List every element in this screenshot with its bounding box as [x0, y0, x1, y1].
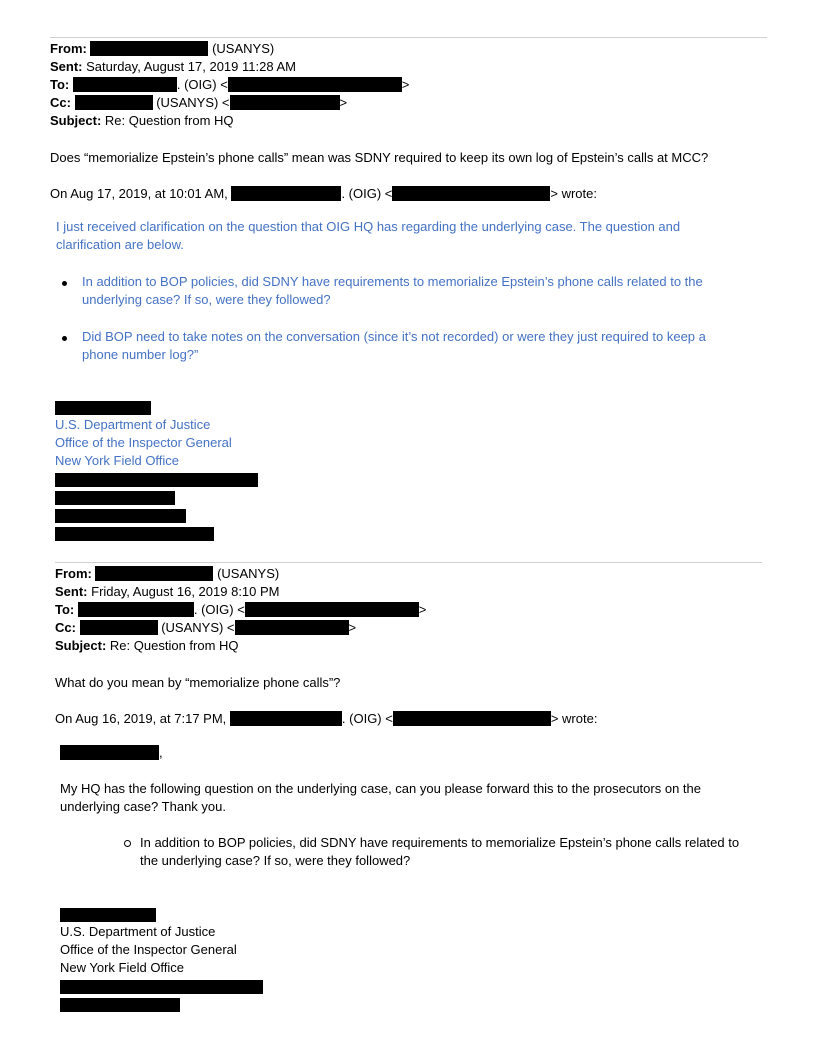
email2-from-line — [55, 565, 279, 583]
redaction — [230, 95, 340, 110]
redaction — [393, 711, 551, 726]
redaction — [230, 711, 342, 726]
from-suffix: (USANYS) — [217, 566, 280, 581]
bullet-icon — [62, 281, 67, 286]
email1-sig-line2: Office of the Inspector General — [55, 435, 232, 450]
quote-prefix: On Aug 17, 2019, at 10:01 AM, — [50, 186, 228, 201]
email1-quote-header — [50, 185, 597, 203]
redaction — [95, 566, 213, 581]
redaction — [55, 473, 258, 487]
subject-label: Subject: — [55, 638, 107, 653]
quote-suffix: > wrote: — [550, 186, 597, 201]
sent-label: Sent: — [55, 584, 88, 599]
subject-value: Re: Question from HQ — [104, 113, 234, 128]
redaction — [55, 491, 175, 505]
cc-suffix: (USANYS) < — [156, 95, 230, 110]
bullet-icon — [62, 336, 67, 341]
email2-cc-line — [55, 619, 356, 637]
email2-sig-line2: Office of the Inspector General — [60, 942, 237, 957]
redaction — [60, 980, 263, 994]
redaction — [228, 77, 402, 92]
email2-quoted-body: My HQ has the following question on the underlying case, can you please forward this to the prosecutors on the underlying case? Thank you. — [60, 781, 701, 814]
email2-bullet1: In addition to BOP policies, did SDNY have requirements to memorialize Epstein’s phone calls related to the underlying case? If so, were they followed? — [140, 835, 740, 868]
email1-sig-line1: U.S. Department of Justice — [55, 417, 211, 432]
subject-value: Re: Question from HQ — [109, 638, 239, 653]
to-suffix: . (OIG) < — [193, 602, 245, 617]
to-close: > — [418, 602, 427, 617]
sent-label: Sent: — [50, 59, 83, 74]
email2-sig-line3: New York Field Office — [60, 960, 185, 975]
redaction — [90, 41, 208, 56]
redaction — [80, 620, 158, 635]
email2-sig-line1: U.S. Department of Justice — [60, 924, 216, 939]
bullet-icon — [124, 840, 131, 847]
email1-sent-line — [50, 58, 296, 76]
redaction — [55, 401, 151, 415]
sent-value: Friday, August 16, 2019 8:10 PM — [91, 584, 280, 599]
redaction — [392, 186, 550, 201]
quote-mid: . (OIG) < — [341, 186, 393, 201]
quote-suffix: > wrote: — [550, 711, 598, 726]
redaction — [245, 602, 419, 617]
cc-label: Cc: — [50, 95, 71, 110]
redaction — [231, 186, 341, 201]
greeting-comma: , — [159, 745, 163, 760]
subject-label: Subject: — [50, 113, 102, 128]
separator-line — [50, 37, 767, 38]
redaction — [55, 509, 186, 523]
email2-subject-line — [55, 637, 239, 655]
redaction — [75, 95, 153, 110]
separator-line — [55, 562, 762, 563]
cc-close: > — [339, 95, 348, 110]
email1-sig-line3: New York Field Office — [55, 453, 180, 468]
to-label: To: — [55, 602, 75, 617]
to-close: > — [401, 77, 410, 92]
redaction — [78, 602, 194, 617]
redaction — [73, 77, 177, 92]
sent-value: Saturday, August 17, 2019 11:28 AM — [86, 59, 296, 74]
from-suffix: (USANYS) — [212, 41, 275, 56]
email2-to-line — [55, 601, 426, 619]
email2-greeting — [60, 744, 163, 762]
email2-sent-line — [55, 583, 280, 601]
cc-suffix: (USANYS) < — [161, 620, 235, 635]
email1-to-line — [50, 76, 409, 94]
email1-subject-line — [50, 112, 234, 130]
email1-bullet1: In addition to BOP policies, did SDNY have requirements to memorialize Epstein’s phone calls related to the underlying case? If so, were they followed? — [82, 274, 703, 307]
email1-bullet2: Did BOP need to take notes on the conversation (since it’s not recorded) or were they just required to keep a phone number log?” — [82, 329, 706, 362]
quote-mid: . (OIG) < — [341, 711, 393, 726]
to-suffix: . (OIG) < — [176, 77, 228, 92]
from-label: From: — [55, 566, 92, 581]
email1-body: Does “memorialize Epstein’s phone calls” mean was SDNY required to keep its own log of Epstein’s calls at MCC? — [50, 150, 709, 165]
email1-cc-line — [50, 94, 347, 112]
redaction — [60, 908, 156, 922]
redaction — [60, 998, 180, 1012]
quote-prefix: On Aug 16, 2019, at 7:17 PM, — [55, 711, 227, 726]
redaction — [60, 745, 159, 760]
email2-body: What do you mean by “memorialize phone calls”? — [55, 675, 341, 690]
email1-from-line — [50, 40, 274, 58]
redaction — [55, 527, 214, 541]
cc-label: Cc: — [55, 620, 76, 635]
redaction — [235, 620, 349, 635]
to-label: To: — [50, 77, 70, 92]
cc-close: > — [348, 620, 357, 635]
email1-quoted-intro: I just received clarification on the question that OIG HQ has regarding the underlying case. The question and clarification are below. — [56, 219, 681, 252]
email2-quote-header — [55, 710, 597, 728]
from-label: From: — [50, 41, 87, 56]
